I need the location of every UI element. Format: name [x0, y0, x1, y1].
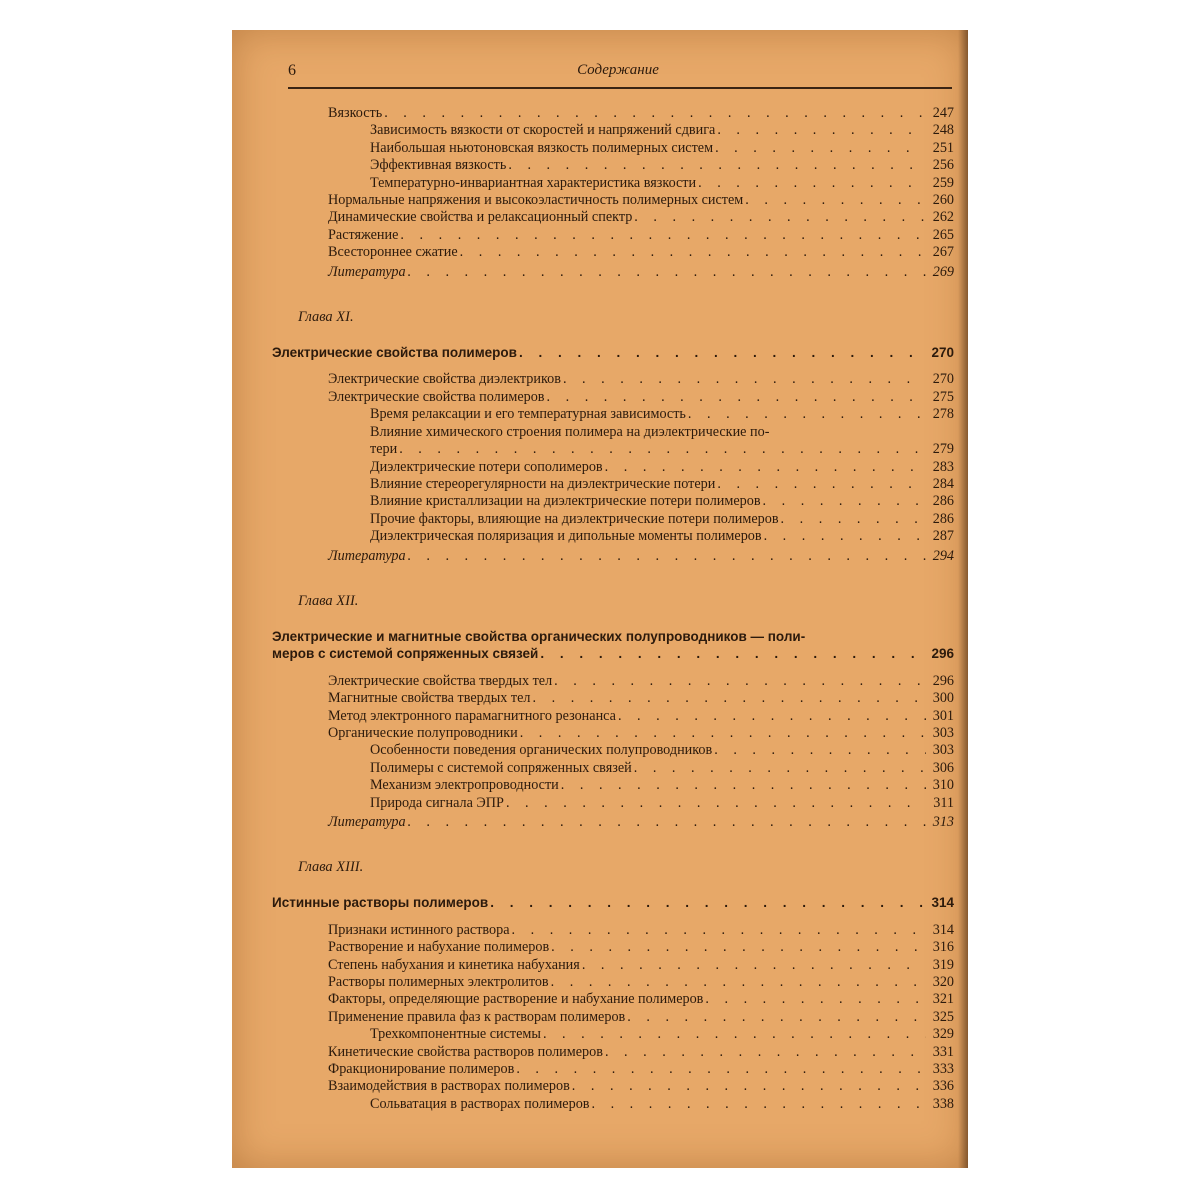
toc-page-number: 333 [932, 1061, 954, 1078]
toc-page-number: 251 [932, 139, 954, 156]
toc-entry [298, 742, 954, 759]
toc-page-number: 336 [932, 1078, 954, 1095]
toc-page-number: 294 [932, 547, 954, 564]
toc-page-number: 287 [932, 528, 954, 545]
toc-page-number: 321 [932, 991, 954, 1008]
dot-leader [516, 1061, 926, 1078]
toc-page-number: 314 [932, 921, 954, 938]
toc-entry-text: Органические полупроводники [328, 724, 518, 741]
dot-leader [605, 1044, 926, 1061]
dot-leader [490, 894, 926, 911]
toc-entry [298, 957, 954, 974]
toc-entry-text: Литература [328, 547, 406, 564]
toc-entry-text: Растворение и набухание полимеров [328, 939, 550, 956]
toc-page-number: 259 [932, 174, 954, 191]
toc-page-number: 325 [932, 1008, 954, 1025]
toc-entry-text: Литература [328, 263, 406, 280]
toc-page-number: 320 [932, 974, 954, 991]
toc-entry-text: Степень набухания и кинетика набухания [328, 956, 580, 973]
table-of-contents [272, 105, 954, 1113]
toc-entry-text: тери [370, 441, 398, 458]
toc-entry-text: Истинные растворы полимеров [272, 895, 489, 911]
toc-entry-text: Литература [328, 814, 406, 830]
dot-leader [399, 441, 926, 458]
toc-entry-text: Влияние кристаллизации на диэлектрические потери полимеров [370, 493, 761, 510]
toc-page-number: 267 [932, 244, 954, 261]
toc-entry-text: Электрические свойства полимеров [272, 345, 517, 361]
dot-leader [745, 192, 926, 209]
dot-leader [508, 157, 926, 174]
toc-page-number: 310 [932, 777, 954, 794]
book-page [232, 30, 968, 1168]
toc-entry-text: Метод электронного парамагнитного резонанса [328, 707, 616, 724]
toc-entry [298, 209, 954, 226]
toc-entry-text: Прочие факторы, влияющие на диэлектрические потери полимеров [370, 510, 779, 527]
dot-leader [400, 227, 926, 244]
toc-entry [298, 105, 954, 122]
toc-page-number: 313 [932, 814, 954, 830]
toc-entry [298, 1026, 954, 1043]
dot-leader [763, 493, 926, 510]
dot-leader [688, 406, 926, 423]
toc-entry [298, 991, 954, 1008]
toc-entry [298, 511, 954, 528]
dot-leader [634, 209, 926, 226]
toc-page-number: 316 [932, 939, 954, 956]
toc-entry-text: Влияние стереорегулярности на диэлектрические потери [370, 475, 716, 492]
toc-entry [298, 777, 954, 794]
toc-page-number: 278 [932, 406, 954, 423]
toc-entry-text: Применение правила фаз к растворам полимеров [328, 1008, 626, 1025]
dot-leader [714, 742, 926, 759]
toc-entry [298, 1096, 954, 1113]
toc-page-number: 284 [932, 475, 954, 492]
toc-entry-text: Трехкомпонентные системы [370, 1026, 541, 1043]
dot-leader [717, 122, 926, 139]
toc-entry [298, 922, 954, 939]
toc-entry [298, 157, 954, 174]
dot-leader [460, 244, 926, 261]
dot-leader [627, 1009, 926, 1026]
toc-page-number: 301 [932, 707, 954, 724]
toc-page-number: 303 [932, 742, 954, 759]
toc-entry-text: Электрические свойства твердых тел [328, 672, 553, 689]
toc-page-number: 270 [932, 371, 954, 388]
dot-leader [408, 548, 926, 565]
dot-leader [384, 105, 926, 122]
toc-entry-text: Время релаксации и его температурная зависимость [370, 406, 686, 423]
running-title: Содержание [577, 62, 659, 78]
toc-entry-text: Признаки истинного раствора [328, 921, 510, 938]
header-rule [288, 87, 952, 89]
chapter-title-line: Электрические и магнитные свойства органических полупроводников — поли- [272, 628, 806, 644]
toc-page-number: 270 [931, 345, 954, 361]
running-header [288, 62, 948, 84]
toc-entry [298, 459, 954, 476]
toc-page-number: 331 [932, 1043, 954, 1060]
toc-entry-text: Электрические свойства диэлектриков [328, 371, 561, 388]
dot-leader [506, 795, 926, 812]
page-number: 6 [288, 62, 296, 79]
chapter-title [272, 894, 954, 911]
toc-entry [298, 974, 954, 991]
toc-entry-text: Наибольшая ньютоновская вязкость полимерных систем [370, 139, 714, 156]
dot-leader [512, 922, 927, 939]
dot-leader [554, 673, 926, 690]
chapter-label: Глава XIII. [298, 859, 364, 876]
toc-entry [298, 1061, 954, 1078]
toc-entry [298, 244, 954, 261]
toc-entry-text: Магнитные свойства твердых тел [328, 690, 531, 707]
toc-entry [298, 371, 954, 388]
toc-page-number: 296 [931, 646, 954, 662]
toc-entry-text: меров с системой сопряженных связей [272, 646, 539, 662]
toc-entry-text: Эффективная вязкость [370, 157, 507, 174]
toc-entry-text: Нормальные напряжения и высокоэластичность полимерных систем [328, 192, 744, 209]
toc-entry [298, 528, 954, 545]
dot-leader [520, 725, 926, 742]
toc-entry-text: Динамические свойства и релаксационный спектр [328, 209, 633, 226]
dot-leader [563, 371, 926, 388]
toc-entry [298, 725, 954, 742]
toc-entry [298, 406, 954, 423]
chapter-title [272, 645, 954, 662]
toc-entry-text: Фракционирование полимеров [328, 1061, 515, 1078]
dot-leader [540, 645, 926, 662]
toc-page-number: 248 [932, 122, 954, 139]
toc-page-number: 300 [932, 690, 954, 707]
toc-page-number: 260 [932, 192, 954, 209]
toc-entry-text: Влияние химического строения полимера на диэлектрические по- [370, 423, 770, 440]
toc-entry-text: Кинетические свойства растворов полимеров [328, 1043, 603, 1060]
dot-leader [715, 140, 926, 157]
toc-entry [298, 493, 954, 510]
toc-entry [298, 795, 954, 812]
toc-page-number: 269 [932, 263, 954, 280]
dot-leader [543, 1026, 926, 1043]
toc-entry-text: Растворы полимерных электролитов [328, 974, 549, 991]
dot-leader [781, 511, 926, 528]
toc-entry-text: Полимеры с системой сопряженных связей [370, 759, 632, 776]
dot-leader [533, 690, 926, 707]
toc-entry-text: Факторы, определяющие растворение и набухание полимеров [328, 991, 704, 1008]
chapter-label: Глава XII. [298, 592, 359, 609]
toc-page-number: 262 [932, 209, 954, 226]
toc-entry [298, 1044, 954, 1061]
toc-entry-text: Взаимодействия в растворах полимеров [328, 1078, 570, 1095]
toc-entry-text: Электрические свойства полимеров [328, 388, 545, 405]
toc-entry-text: Вязкость [328, 105, 383, 121]
toc-entry [298, 476, 954, 493]
dot-leader [717, 476, 926, 493]
toc-entry [298, 760, 954, 777]
toc-entry-text: Всестороннее сжатие [328, 244, 458, 261]
toc-entry-text: Механизм электропроводности [370, 777, 559, 794]
toc-entry [298, 441, 954, 458]
chapter-label: Глава XI. [298, 309, 354, 326]
toc-page-number: 319 [932, 956, 954, 973]
toc-page-number: 303 [932, 724, 954, 741]
toc-page-number: 256 [932, 157, 954, 174]
toc-entry [298, 1078, 954, 1095]
dot-leader [551, 939, 926, 956]
dot-leader [605, 459, 926, 476]
toc-entry [298, 690, 954, 707]
toc-entry-text: Температурно-инвариантная характеристика вязкости [370, 174, 697, 191]
dot-leader [408, 264, 926, 281]
toc-entry [298, 227, 954, 244]
toc-page-number: 265 [932, 226, 954, 243]
toc-literature-entry [298, 264, 954, 281]
toc-entry [298, 122, 954, 139]
toc-entry [298, 673, 954, 690]
toc-entry [298, 192, 954, 209]
dot-leader [618, 708, 926, 725]
toc-page-number: 296 [932, 672, 954, 689]
toc-entry-text: Диэлектрические потери сополимеров [370, 458, 603, 475]
toc-literature-entry [298, 548, 954, 565]
toc-page-number: 279 [932, 441, 954, 458]
toc-entry [298, 389, 954, 406]
dot-leader [764, 528, 926, 545]
toc-page-number: 283 [932, 458, 954, 475]
toc-entry-text: Растяжение [328, 226, 399, 243]
dot-leader [551, 974, 926, 991]
dot-leader [547, 389, 926, 406]
toc-page-number: 306 [932, 759, 954, 776]
toc-entry-text: Диэлектрическая поляризация и дипольные моменты полимеров [370, 528, 762, 545]
toc-entry [298, 939, 954, 956]
dot-leader [705, 991, 926, 1008]
toc-page-number: 338 [932, 1095, 954, 1112]
toc-entry [298, 140, 954, 157]
dot-leader [634, 760, 926, 777]
toc-page-number: 247 [932, 105, 954, 121]
dot-leader [572, 1078, 926, 1095]
toc-entry-text: Зависимость вязкости от скоростей и напряжений сдвига [370, 122, 716, 139]
toc-entry-text: Сольватация в растворах полимеров [370, 1095, 590, 1112]
dot-leader [582, 957, 926, 974]
dot-leader [698, 175, 926, 192]
toc-entry [298, 1009, 954, 1026]
toc-page-number: 286 [932, 510, 954, 527]
dot-leader [408, 814, 926, 831]
dot-leader [591, 1096, 926, 1113]
chapter-title [272, 344, 954, 361]
dot-leader [519, 344, 926, 361]
toc-entry [298, 175, 954, 192]
toc-entry-wrapped [298, 424, 954, 441]
toc-page-number: 275 [932, 388, 954, 405]
toc-entry [298, 708, 954, 725]
dot-leader [561, 777, 926, 794]
toc-literature-entry [298, 814, 954, 831]
toc-entry-text: Природа сигнала ЭПР [370, 794, 504, 811]
toc-page-number: 311 [933, 794, 954, 811]
toc-page-number: 314 [931, 895, 954, 911]
toc-entry-text: Особенности поведения органических полупроводников [370, 742, 713, 759]
toc-page-number: 329 [932, 1026, 954, 1043]
toc-page-number: 286 [932, 493, 954, 510]
